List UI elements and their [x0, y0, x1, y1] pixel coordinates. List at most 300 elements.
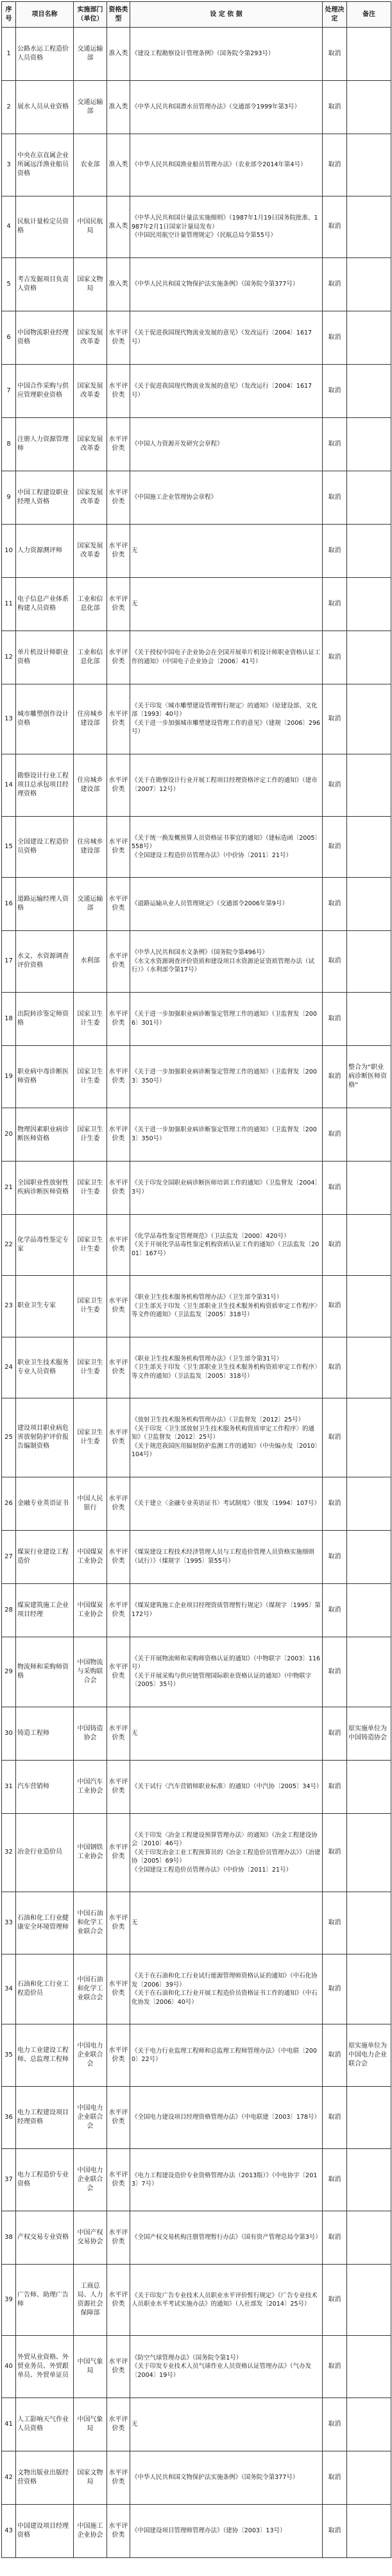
legal-basis-line: 无 [132, 1919, 138, 1927]
cell-decision: 取消 [323, 577, 347, 631]
legal-basis-line: 《煤炭建筑施工企业项目经理资质管理暂行规定》（煤规字〔1995〕第172号） [132, 1602, 321, 1618]
cell-qualification-type: 水平评价类 [107, 631, 130, 684]
cell-qualification-type: 准入类 [107, 134, 130, 196]
cell-decision: 取消 [323, 257, 347, 311]
legal-basis-line: 《职业卫生技术服务机构管理办法》（卫生部令第31号） [132, 1355, 283, 1362]
table-row [2, 931, 391, 993]
cell-department: 水利部 [74, 931, 107, 993]
cell-decision: 取消 [323, 2398, 347, 2451]
cell-decision: 取消 [323, 1108, 347, 1161]
legal-basis-line: 《防空气球管理办法》（国务院令第1号） [132, 2354, 243, 2362]
cell-qualification-type: 水平评价类 [107, 1637, 130, 1707]
cell-qualification-type: 水平评价类 [107, 2149, 130, 2211]
cell-serial-number: 7 [2, 364, 16, 417]
cell-legal-basis [130, 28, 323, 81]
header-remark: 备注 [347, 2, 391, 28]
cell-qualification-type: 水平评价类 [107, 364, 130, 417]
cell-item-name: 石油和化工行业工程造价员 [16, 1954, 74, 2024]
cell-qualification-type: 准入类 [107, 196, 130, 258]
cell-department: 中国电力企业联合会 [74, 2024, 107, 2087]
cell-serial-number: 43 [2, 2505, 16, 2558]
cell-decision: 取消 [323, 28, 347, 81]
table-row [2, 1276, 391, 1337]
legal-basis-line: 《关于电力行业监理工程师和总监理工程师管理办法》（中电联〔2000〕22号） [132, 2047, 317, 2063]
table-row [2, 1637, 391, 1707]
cell-qualification-type: 水平评价类 [107, 2024, 130, 2087]
cell-serial-number: 25 [2, 1398, 16, 1477]
cell-remark [347, 2336, 391, 2398]
cell-qualification-type: 水平评价类 [107, 1108, 130, 1161]
cell-decision: 取消 [323, 1813, 347, 1892]
cell-serial-number: 27 [2, 1530, 16, 1583]
cell-item-name: 化学品毒性鉴定专家 [16, 1214, 74, 1276]
cell-qualification-type: 水平评价类 [107, 471, 130, 524]
cell-decision: 取消 [323, 81, 347, 134]
cell-department: 交通运输部 [74, 81, 107, 134]
cell-serial-number: 36 [2, 2087, 16, 2149]
cell-remark [347, 2265, 391, 2336]
cell-decision: 取消 [323, 1637, 347, 1707]
cell-department: 国家文物局 [74, 2451, 107, 2505]
cell-legal-basis [130, 1583, 323, 1637]
cell-qualification-type: 准入类 [107, 257, 130, 311]
cell-item-name: 职业卫生专家 [16, 1276, 74, 1337]
table-row [2, 577, 391, 631]
cell-qualification-type: 水平评价类 [107, 1214, 130, 1276]
cell-legal-basis [130, 992, 323, 1045]
cell-department: 国家发展改革委 [74, 524, 107, 577]
cell-item-name: 人力资源测评师 [16, 524, 74, 577]
cell-remark [347, 1398, 391, 1477]
cell-remark [347, 631, 391, 684]
cell-serial-number: 31 [2, 1760, 16, 1813]
cell-legal-basis [130, 631, 323, 684]
legal-basis-line: 《水文水资源调查评价资质和建设项目水资源论证资质管理办法（试行）》（水利部令第17号） [132, 957, 315, 973]
cell-department: 工商总局、人力资源社会保障部 [74, 2265, 107, 2336]
legal-basis-line: 《中国建设项目管理师管理办法》（建协〔2003〕13号） [132, 2527, 286, 2535]
cell-serial-number: 42 [2, 2451, 16, 2505]
legal-basis-line: 《关于开展化学品毒性鉴定机构资质认证工作的通知》（卫法监发〔2001〕167号） [132, 1241, 320, 1257]
cell-serial-number: 28 [2, 1583, 16, 1637]
cell-item-name: 中国物流职业经理资格 [16, 311, 74, 364]
cell-department: 中国电力企业联合会 [74, 2149, 107, 2211]
cell-legal-basis [130, 2398, 323, 2451]
legal-basis-line: 《关于统一换发概预算人员资格证书事宜的通知》（建标造函〔2005〕558号） [132, 834, 321, 850]
cell-legal-basis [130, 1398, 323, 1477]
table-row [2, 1337, 391, 1398]
cell-qualification-type: 水平评价类 [107, 524, 130, 577]
cell-item-name: 全国建设工程造价员资格 [16, 816, 74, 878]
cell-department: 中国石油和化学工业联合会 [74, 1892, 107, 1954]
cell-decision: 取消 [323, 1161, 347, 1214]
table-row [2, 2398, 391, 2451]
cell-department: 中国铸造协会 [74, 1707, 107, 1760]
cell-remark [347, 28, 391, 81]
cell-item-name: 煤炭行业建设工程造价 [16, 1530, 74, 1583]
cell-remark [347, 2211, 391, 2265]
legal-basis-line: 《关于进一步加强职业病诊断鉴定管理工作的通知》（卫监督发〔2003〕350号） [132, 1068, 317, 1084]
legal-basis-line: 《全国建设工程造价员管理办法》（中价协〔2011〕21号） [132, 851, 293, 859]
cell-legal-basis [130, 1477, 323, 1530]
legal-basis-line: 《关于建立〈金融专业英语证书〉考试制度》（银发〔1994〕107号） [132, 1499, 321, 1507]
cell-item-name: 产权交易专业资格 [16, 2211, 74, 2265]
cell-serial-number: 33 [2, 1892, 16, 1954]
table-row [2, 1214, 391, 1276]
cell-department: 中国汽车工业协会 [74, 1760, 107, 1813]
legal-basis-line: 《关于进一步加强职业病诊断鉴定管理工作的通知》（卫监督发〔2006〕301号） [132, 1011, 317, 1027]
cell-legal-basis [130, 2149, 323, 2211]
legal-basis-line: 《中国人力资源开发研究会章程》 [132, 440, 223, 448]
table-row [2, 684, 391, 754]
cell-item-name: 中国建设项目经理资格 [16, 2505, 74, 2558]
cell-remark [347, 2505, 391, 2558]
cell-decision: 取消 [323, 684, 347, 754]
cell-serial-number: 3 [2, 134, 16, 196]
cell-department: 中国民航局 [74, 196, 107, 258]
cell-serial-number: 23 [2, 1276, 16, 1337]
legal-basis-line: 《建设工程勘察设计管理条例》（国务院令第293号） [132, 50, 275, 58]
cell-serial-number: 12 [2, 631, 16, 684]
cell-qualification-type: 水平评价类 [107, 684, 130, 754]
cell-qualification-type: 水平评价类 [107, 2505, 130, 2558]
cell-decision: 取消 [323, 631, 347, 684]
cell-remark [347, 1954, 391, 2024]
cell-serial-number: 1 [2, 28, 16, 81]
cell-qualification-type: 水平评价类 [107, 1707, 130, 1760]
cell-item-name: 电力工程造价专业资格 [16, 2149, 74, 2211]
cell-remark [347, 992, 391, 1045]
cell-serial-number: 35 [2, 2024, 16, 2087]
legal-basis-line: 《关于印发专业技术人员气球作业人员资格认证管理办法》（气办发〔2004〕19号） [132, 2363, 312, 2379]
cell-item-name: 中央在京直属企业所属远洋渔业船员资格 [16, 134, 74, 196]
cell-legal-basis [130, 816, 323, 878]
legal-basis-line: 《中华人民共和国渔业船员管理办法》（农业部令2014年第4号） [132, 161, 307, 169]
cell-item-name: 职业病中毒诊断医师资格 [16, 1045, 74, 1108]
cell-decision: 取消 [323, 931, 347, 993]
cell-legal-basis [130, 2265, 323, 2336]
cell-serial-number: 17 [2, 931, 16, 993]
cell-decision: 取消 [323, 754, 347, 816]
cell-legal-basis [130, 1276, 323, 1337]
cell-department: 国家卫生计生委 [74, 1276, 107, 1337]
cell-department: 中国电力企业联合会 [74, 2087, 107, 2149]
cell-qualification-type: 水平评价类 [107, 2087, 130, 2149]
cell-qualification-type: 水平评价类 [107, 754, 130, 816]
cell-decision: 取消 [323, 1477, 347, 1530]
cell-legal-basis [130, 364, 323, 417]
table-row [2, 257, 391, 311]
cell-serial-number: 38 [2, 2211, 16, 2265]
cell-department: 国家卫生计生委 [74, 1161, 107, 1214]
cell-qualification-type: 水平评价类 [107, 311, 130, 364]
cell-item-name: 出院转诊鉴定师资格 [16, 992, 74, 1045]
cell-serial-number: 32 [2, 1813, 16, 1892]
cell-serial-number: 10 [2, 524, 16, 577]
legal-basis-line: 《中国民用航空计量管理规定》（民航总局令第55号） [132, 232, 277, 239]
cell-remark [347, 196, 391, 258]
cell-remark [347, 524, 391, 577]
cell-item-name: 文物出版业出版经营资格 [16, 2451, 74, 2505]
legal-basis-line: 《全国电力建设项目经理资格管理办法》（中电联建〔2003〕178号） [132, 2114, 321, 2121]
cell-remark [347, 2149, 391, 2211]
cell-legal-basis [130, 257, 323, 311]
cell-qualification-type: 水平评价类 [107, 2398, 130, 2451]
cell-decision: 取消 [323, 2149, 347, 2211]
cell-legal-basis [130, 1161, 323, 1214]
cell-serial-number: 39 [2, 2265, 16, 2336]
cell-legal-basis [130, 1813, 323, 1892]
cell-qualification-type: 准入类 [107, 28, 130, 81]
cell-remark [347, 878, 391, 931]
cell-qualification-type: 水平评价类 [107, 2451, 130, 2505]
cell-remark [347, 257, 391, 311]
table-row [2, 1161, 391, 1214]
cell-qualification-type: 水平评价类 [107, 2211, 130, 2265]
table-row [2, 1398, 391, 1477]
cell-qualification-type: 水平评价类 [107, 1337, 130, 1398]
cell-decision: 取消 [323, 524, 347, 577]
cell-qualification-type: 水平评价类 [107, 1954, 130, 2024]
cell-legal-basis [130, 311, 323, 364]
cell-department: 农业部 [74, 134, 107, 196]
cell-department: 中国气象局 [74, 2398, 107, 2451]
cell-item-name: 全国职业性放射性疾病诊断医师资格 [16, 1161, 74, 1214]
legal-basis-line: 《卫生部关于印发〈卫生部职业卫生技术服务机构资质审定工作程序〉等文件的通知》（卫法监发〔2005〕318号） [132, 1364, 321, 1380]
table-row [2, 1813, 391, 1892]
cell-serial-number: 5 [2, 257, 16, 311]
cell-qualification-type: 水平评价类 [107, 1161, 130, 1214]
cell-legal-basis [130, 2336, 323, 2398]
table-row [2, 631, 391, 684]
cell-serial-number: 30 [2, 1707, 16, 1760]
cell-serial-number: 9 [2, 471, 16, 524]
cell-serial-number: 21 [2, 1161, 16, 1214]
cell-department: 中国产权交易协会 [74, 2211, 107, 2265]
cell-remark [347, 1892, 391, 1954]
cell-item-name: 城市雕塑创作设计资格 [16, 684, 74, 754]
cell-serial-number: 29 [2, 1637, 16, 1707]
legal-basis-line: 《关于促进我国现代物流业发展的意见》（发改运行〔2004〕1617号） [132, 383, 312, 399]
cell-legal-basis [130, 1108, 323, 1161]
cell-legal-basis [130, 196, 323, 258]
table-row [2, 2149, 391, 2211]
cell-item-name: 勘察设计行业工程项目总承包项目经理资格 [16, 754, 74, 816]
legal-basis-line: 《关于印发冶金工业工程预算员的《冶金工程造价员管理办法》》（冶建协〔2005〕69号） [132, 1849, 321, 1865]
cell-serial-number: 19 [2, 1045, 16, 1108]
table-body [2, 28, 391, 2558]
table-row [2, 754, 391, 816]
cell-serial-number: 15 [2, 816, 16, 878]
cell-remark [347, 81, 391, 134]
table-row [2, 1760, 391, 1813]
cell-legal-basis [130, 1892, 323, 1954]
table-row [2, 364, 391, 417]
cell-qualification-type: 水平评价类 [107, 1398, 130, 1477]
cell-decision: 取消 [323, 816, 347, 878]
cell-department: 中国气象局 [74, 2336, 107, 2398]
cell-remark [347, 1477, 391, 1530]
cell-item-name: 人工影响天气作业人员资格 [16, 2398, 74, 2451]
table-row [2, 134, 391, 196]
cell-serial-number: 11 [2, 577, 16, 631]
cell-qualification-type: 水平评价类 [107, 1760, 130, 1813]
cell-legal-basis [130, 2024, 323, 2087]
cell-serial-number: 16 [2, 878, 16, 931]
legal-basis-line: 《煤炭建设工程技术经济管理人员与工程造价管理人员资格实施细则（试行）》（煤规字〔1995〕第55号） [132, 1549, 315, 1565]
legal-basis-line: 《关于进一步加强职业病诊断鉴定管理工作的通知》（卫监督发〔2003〕350号） [132, 1126, 317, 1142]
cell-department: 中国煤炭工业协会 [74, 1530, 107, 1583]
table-row [2, 311, 391, 364]
cell-serial-number: 41 [2, 2398, 16, 2451]
cell-department: 中国施工企业协会 [74, 2505, 107, 2558]
table-row [2, 816, 391, 878]
cell-decision: 取消 [323, 1337, 347, 1398]
cell-department: 工业和信息化部 [74, 577, 107, 631]
cell-remark [347, 311, 391, 364]
cell-department: 国家发展改革委 [74, 417, 107, 471]
cell-item-name: 冶金行业造价员 [16, 1813, 74, 1892]
legal-basis-line: 无 [132, 600, 138, 607]
cell-item-name: 电子信息产业体系构建人员资格 [16, 577, 74, 631]
cell-legal-basis [130, 134, 323, 196]
cell-department: 住房城乡建设部 [74, 684, 107, 754]
cell-decision: 取消 [323, 1707, 347, 1760]
cell-remark [347, 931, 391, 993]
table-row [2, 992, 391, 1045]
legal-basis-line: 《关于在石油和化工行业开展工程造价员资格证书工作的通知》（中石化协发〔2006〕40号） [132, 1990, 318, 2006]
cell-department: 工业和信息化部 [74, 631, 107, 684]
table-row [2, 524, 391, 577]
cell-remark [347, 1161, 391, 1214]
cell-department: 中国煤炭工业协会 [74, 1583, 107, 1637]
table-row [2, 1954, 391, 2024]
cell-legal-basis [130, 1337, 323, 1398]
cell-decision: 取消 [323, 1045, 347, 1108]
cell-decision: 取消 [323, 471, 347, 524]
header-decision: 处理决定 [323, 2, 347, 28]
cell-serial-number: 40 [2, 2336, 16, 2398]
cell-serial-number: 20 [2, 1108, 16, 1161]
cell-legal-basis [130, 2505, 323, 2558]
cell-legal-basis [130, 2211, 323, 2265]
cell-remark [347, 1108, 391, 1161]
table-row [2, 2211, 391, 2265]
cell-department: 中国物流与采购联合会 [74, 1637, 107, 1707]
legal-basis-line: 无 [132, 1729, 138, 1737]
legal-basis-line: 无 [132, 2421, 138, 2428]
cell-decision: 取消 [323, 364, 347, 417]
cell-serial-number: 14 [2, 754, 16, 816]
cell-qualification-type: 水平评价类 [107, 878, 130, 931]
cell-remark [347, 2398, 391, 2451]
cell-qualification-type: 水平评价类 [107, 816, 130, 878]
cell-item-name: 广告师、助理广告师 [16, 2265, 74, 2336]
cell-legal-basis [130, 1214, 323, 1276]
legal-basis-line: 《职业卫生技术服务机构管理办法》（卫生部令第31号） [132, 1294, 283, 1301]
cell-qualification-type: 水平评价类 [107, 1477, 130, 1530]
cell-remark: 原实施单位为中国铸造协会 [347, 1707, 391, 1760]
cell-legal-basis [130, 684, 323, 754]
cell-serial-number: 26 [2, 1477, 16, 1530]
cell-remark [347, 134, 391, 196]
cell-legal-basis [130, 1707, 323, 1760]
table-row [2, 1108, 391, 1161]
table-row [2, 1707, 391, 1760]
cell-serial-number: 13 [2, 684, 16, 754]
legal-basis-line: 《关于开展采购与供应链管理国际职业资格认证的通知》（中物联字〔2005〕35号） [132, 1672, 312, 1688]
cell-item-name: 考古发掘项目负责人资格 [16, 257, 74, 311]
cell-legal-basis [130, 2087, 323, 2149]
cell-decision: 取消 [323, 2265, 347, 2336]
cell-item-name: 物流师和采购师资格 [16, 1637, 74, 1707]
cell-item-name: 中国工程建设职业经理人资格 [16, 471, 74, 524]
cell-decision: 取消 [323, 1214, 347, 1276]
cell-department: 国家卫生计生委 [74, 1045, 107, 1108]
header-qualification-type: 资格类型 [107, 2, 130, 28]
cell-decision: 取消 [323, 1583, 347, 1637]
legal-basis-line: 《关于在勘察设计行业开展工程项目经理资格评定工作的通知》（建市〔2007〕12号） [132, 777, 318, 793]
cell-remark [347, 1276, 391, 1337]
cell-qualification-type: 水平评价类 [107, 931, 130, 993]
legal-basis-line: 《关于促进我国现代物流业发展的意见》（发改运行〔2004〕1617号） [132, 329, 312, 345]
cell-department: 国家发展改革委 [74, 471, 107, 524]
cell-department: 国家卫生计生委 [74, 1108, 107, 1161]
legal-basis-line: 《关于印发全国职业病诊断医师培训工作的通知》（卫监督发〔2004〕3号） [132, 1179, 321, 1196]
cell-serial-number: 6 [2, 311, 16, 364]
cell-qualification-type: 水平评价类 [107, 417, 130, 471]
header-department: 实施部门（单位） [74, 2, 107, 28]
cell-item-name: 铸造工程师 [16, 1707, 74, 1760]
legal-basis-line: 《关于规范我国医用辐射防护监测工作的通知》（中央编办发〔2010〕104号） [132, 1442, 321, 1458]
cell-department: 国家发展改革委 [74, 364, 107, 417]
table-row [2, 1045, 391, 1108]
cell-legal-basis [130, 524, 323, 577]
legal-basis-line: 《全国产权交易机构注册管理暂行办法》（国有资产管理总局令第3号） [132, 2234, 321, 2241]
cell-remark [347, 577, 391, 631]
cell-remark [347, 2451, 391, 2505]
cell-department: 国家发展改革委 [74, 311, 107, 364]
legal-basis-line: 《关于印发〈城市雕塑建设管理暂行规定〉的通知》（原建设部、文化部〔1993〕40号） [132, 702, 318, 718]
legal-basis-line: 《关于印发〈冶金工程建设预算管理办法〉的通知》（冶金工程建设协会〔2010〕46号） [132, 1831, 318, 1847]
cell-department: 国家卫生计生委 [74, 1337, 107, 1398]
cell-qualification-type: 水平评价类 [107, 1583, 130, 1637]
cell-item-name: 金融专业英语证书 [16, 1477, 74, 1530]
cell-item-name: 展水人员从业资格 [16, 81, 74, 134]
legal-basis-line: 《关于开展物流师和采购师资格认证的通知》（中物联字〔2003〕116号） [132, 1655, 321, 1671]
cell-qualification-type: 水平评价类 [107, 992, 130, 1045]
cell-decision: 取消 [323, 1530, 347, 1583]
cell-serial-number: 37 [2, 2149, 16, 2211]
legal-basis-line: 《放射卫生技术服务机构管理办法》（卫监督发〔2012〕25号） [132, 1416, 305, 1423]
cell-item-name: 道路运输经理人资格 [16, 878, 74, 931]
qualification-table [1, 1, 391, 2558]
legal-basis-line: 《关于印发〈卫生部放射卫生技术服务机构资质审定工作程序〉的通知》（卫监督发〔2012〕25号） [132, 1425, 315, 1441]
legal-basis-line: 《中华人民共和国水文条例》（国务院令第496号） [132, 949, 268, 956]
cell-remark [347, 1583, 391, 1637]
cell-legal-basis [130, 417, 323, 471]
cell-decision: 取消 [323, 992, 347, 1045]
document-page [0, 1, 392, 2576]
cell-department: 中国石油和化学工业联合会 [74, 1954, 107, 2024]
cell-item-name: 电力工程建设项目经理资格 [16, 2087, 74, 2149]
cell-legal-basis [130, 1760, 323, 1813]
cell-item-name: 民航计量检定员资格 [16, 196, 74, 258]
cell-item-name: 汽车营销师 [16, 1760, 74, 1813]
legal-basis-line: 《关于印发广告专业技术人员职业水平评价暂行规定》《广告专业技术人员职业水平考试实施办法》的通知》（人社部发〔2014〕25号） [132, 2292, 318, 2308]
cell-serial-number: 2 [2, 81, 16, 134]
table-row [2, 2336, 391, 2398]
cell-decision: 取消 [323, 1954, 347, 2024]
